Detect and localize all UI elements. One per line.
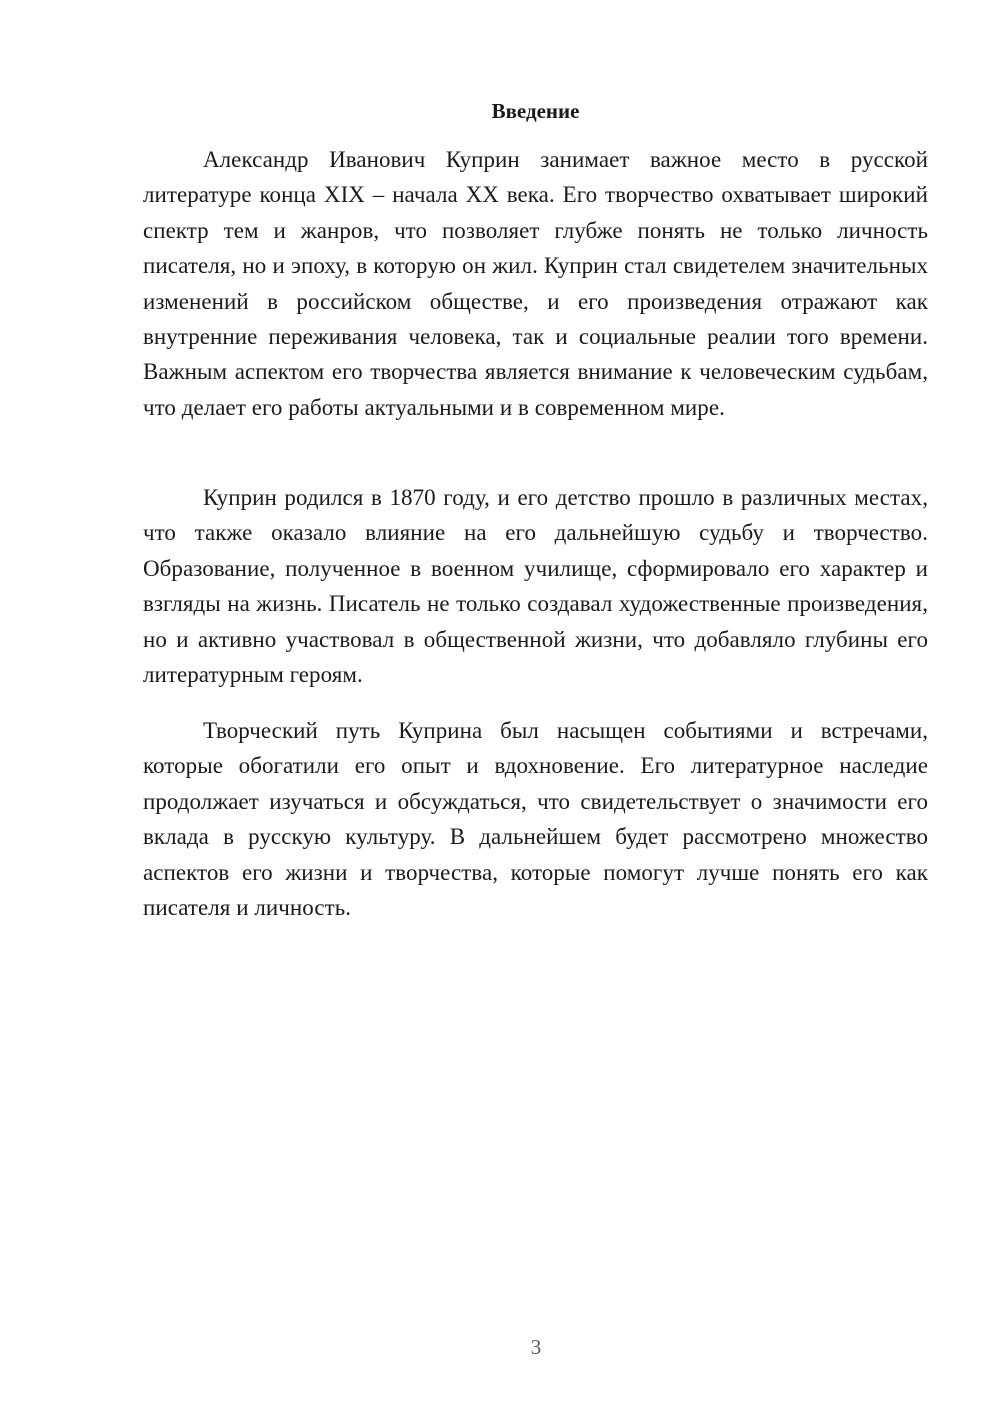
- page-number: 3: [530, 1335, 542, 1359]
- section-heading: Введение: [491, 99, 580, 123]
- paragraph-1: Александр Иванович Куприн занимает важное место в русской литературе конца XIX – начала XX века. Его творчество охватывает широкий спектр тем и жанров, что позволяет глубже понять не только личность писателя, но и эпоху, в которую он жил. Куприн стал свидетелем значительных изменений в российском обществе, и его произведения отражают как внутренние переживания человека, так и социальные реалии того времени. Важным аспектом его творчества является внимание к человеческим судьбам, что делает его работы актуальными и в современном мире.: [143, 147, 928, 420]
- paragraph-3: Творческий путь Куприна был насыщен событиями и встречами, которые обогатили его опыт и вдохновение. Его литературное наследие продолжает изучаться и обсуждаться, что свидетельствует о значимости его вклада в русскую культуру. В дальнейшем будет рассмотрено множество аспектов его жизни и творчества, которые помогут лучше понять его как писателя и личность.: [143, 718, 928, 921]
- paragraph-2: Куприн родился в 1870 году, и его детство прошло в различных местах, что также оказало влияние на его дальнейшую судьбу и творчество. Образование, полученное в военном училище, сформировало его характер и взгляды на жизнь. Писатель не только создавал художественные произведения, но и активно участвовал в общественной жизни, что добавляло глубины его литературным героям.: [143, 485, 928, 688]
